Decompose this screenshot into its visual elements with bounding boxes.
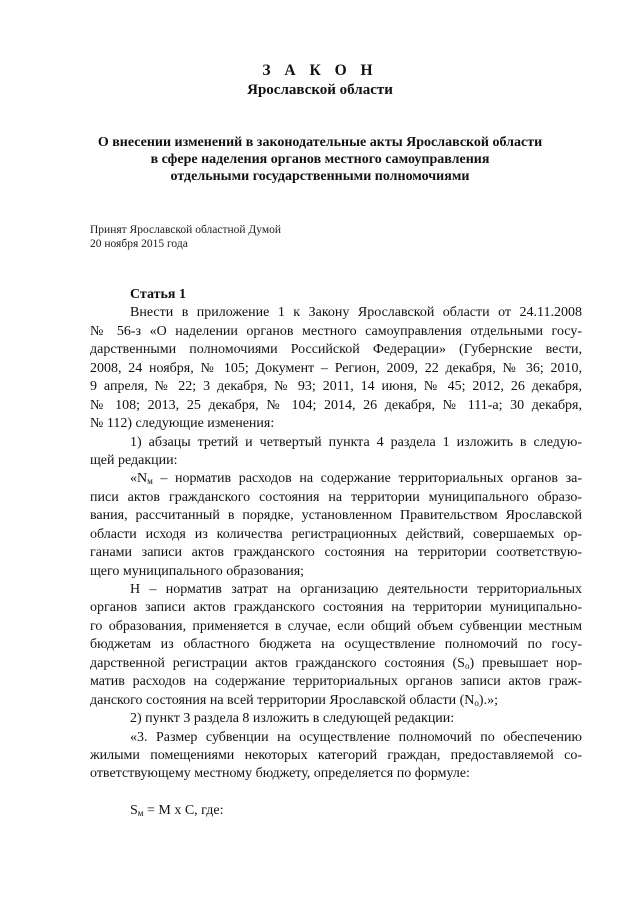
text-line: ганами записи актов гражданского состояния на территории соответствую- — [90, 545, 582, 561]
law-subject — [80, 134, 560, 185]
adoption-date: 20 ноября 2015 года — [90, 238, 188, 250]
text-line — [90, 470, 582, 488]
nm-subscript: м — [147, 476, 153, 487]
text-line: области исходя из количества регистрационных действий, совершаемых ор- — [90, 526, 582, 542]
text-line: бюджетам из областного бюджета на осуществление полномочий по госу- — [90, 637, 582, 653]
text-line: щего муниципального образования; — [90, 563, 305, 579]
text-line — [90, 655, 582, 673]
law-region: Ярославской области — [247, 82, 393, 98]
text-line: 2008, 24 ноября, № 105; Документ – Регион, 2009, 22 декабря, № 36; 2010, — [90, 360, 582, 376]
text-line: писи актов гражданского состояния на территории муниципального образо- — [90, 489, 582, 505]
nm-definition: – норматив расходов на содержание территориальных органов за- — [152, 471, 582, 487]
subject-line: в сфере наделения органов местного самоуправления — [150, 152, 490, 167]
so-text-end: ) превышает нор- — [469, 655, 582, 671]
text-line: Внести в приложение 1 к Закону Ярославской области от 24.11.2008 — [130, 305, 582, 321]
article-body — [90, 286, 582, 821]
text-line: вания, рассчитанный в порядке, установленном Правительством Ярославской — [90, 508, 582, 524]
text-line: Н – норматив затрат на организацию деятельности территориальных — [130, 582, 582, 598]
no-text: данского состояния на всей территории Ярославской области (N — [90, 692, 475, 708]
subject-line: О внесении изменений в законодательные акты Ярославской области — [97, 135, 543, 150]
text-line: № 112) следующие изменения: — [90, 416, 275, 432]
text-line: матив расходов на содержание территориальных органов записи актов граж- — [90, 674, 582, 690]
text-line: щей редакции: — [90, 452, 178, 468]
no-text-end: ).»; — [478, 692, 498, 708]
text-line: № 56-з «О наделении органов местного самоуправления отдельными госу- — [90, 323, 582, 339]
text-line: № 108; 2013, 25 декабря, № 104; 2014, 26 декабря, № 111-а; 30 декабря, — [90, 397, 582, 413]
so-text: дарственной регистрации актов гражданского состояния (S — [90, 655, 465, 671]
adoption-body: Принят Ярославской областной Думой — [90, 224, 282, 236]
formula-symbol: S — [130, 803, 138, 819]
text-line: 9 апреля, № 22; 3 декабря, № 93; 2011, 14 июня, № 45; 2012, 26 декабря, — [90, 379, 582, 395]
text-line: 1) абзацы третий и четвертый пункта 4 раздела 1 изложить в следую- — [130, 434, 582, 450]
nm-symbol: «N — [130, 471, 148, 487]
text-line: жилыми помещениями некоторых категорий граждан, предоставляемой со- — [90, 747, 582, 763]
subject-line: отдельными государственными полномочиями — [170, 169, 470, 184]
spacer — [90, 784, 582, 802]
so-subscript: о — [464, 660, 470, 671]
adoption-note — [90, 223, 281, 251]
text-line — [90, 692, 582, 710]
text-line: 2) пункт 3 раздела 8 изложить в следующей редакции: — [130, 711, 455, 727]
text-line: «3. Размер субвенции на осуществление полномочий по обеспечению — [130, 729, 582, 745]
article-title: Статья 1 — [130, 287, 186, 302]
formula-subscript: м — [137, 808, 144, 819]
no-subscript: о — [474, 697, 479, 708]
formula — [90, 802, 582, 820]
formula-expression: = M x C, где: — [143, 803, 224, 819]
text-line: го образования, применяется в случае, если общий объем субвенции местным — [90, 618, 582, 634]
text-line: дарственными полномочиями Российской Федерации» (Губернские вести, — [90, 342, 582, 358]
law-title: З А К О Н — [262, 62, 378, 79]
text-line: ответствующему местному бюджету, определяется по формуле: — [90, 766, 470, 782]
text-line: органов записи актов гражданского состояния на территории муниципально- — [90, 600, 582, 616]
